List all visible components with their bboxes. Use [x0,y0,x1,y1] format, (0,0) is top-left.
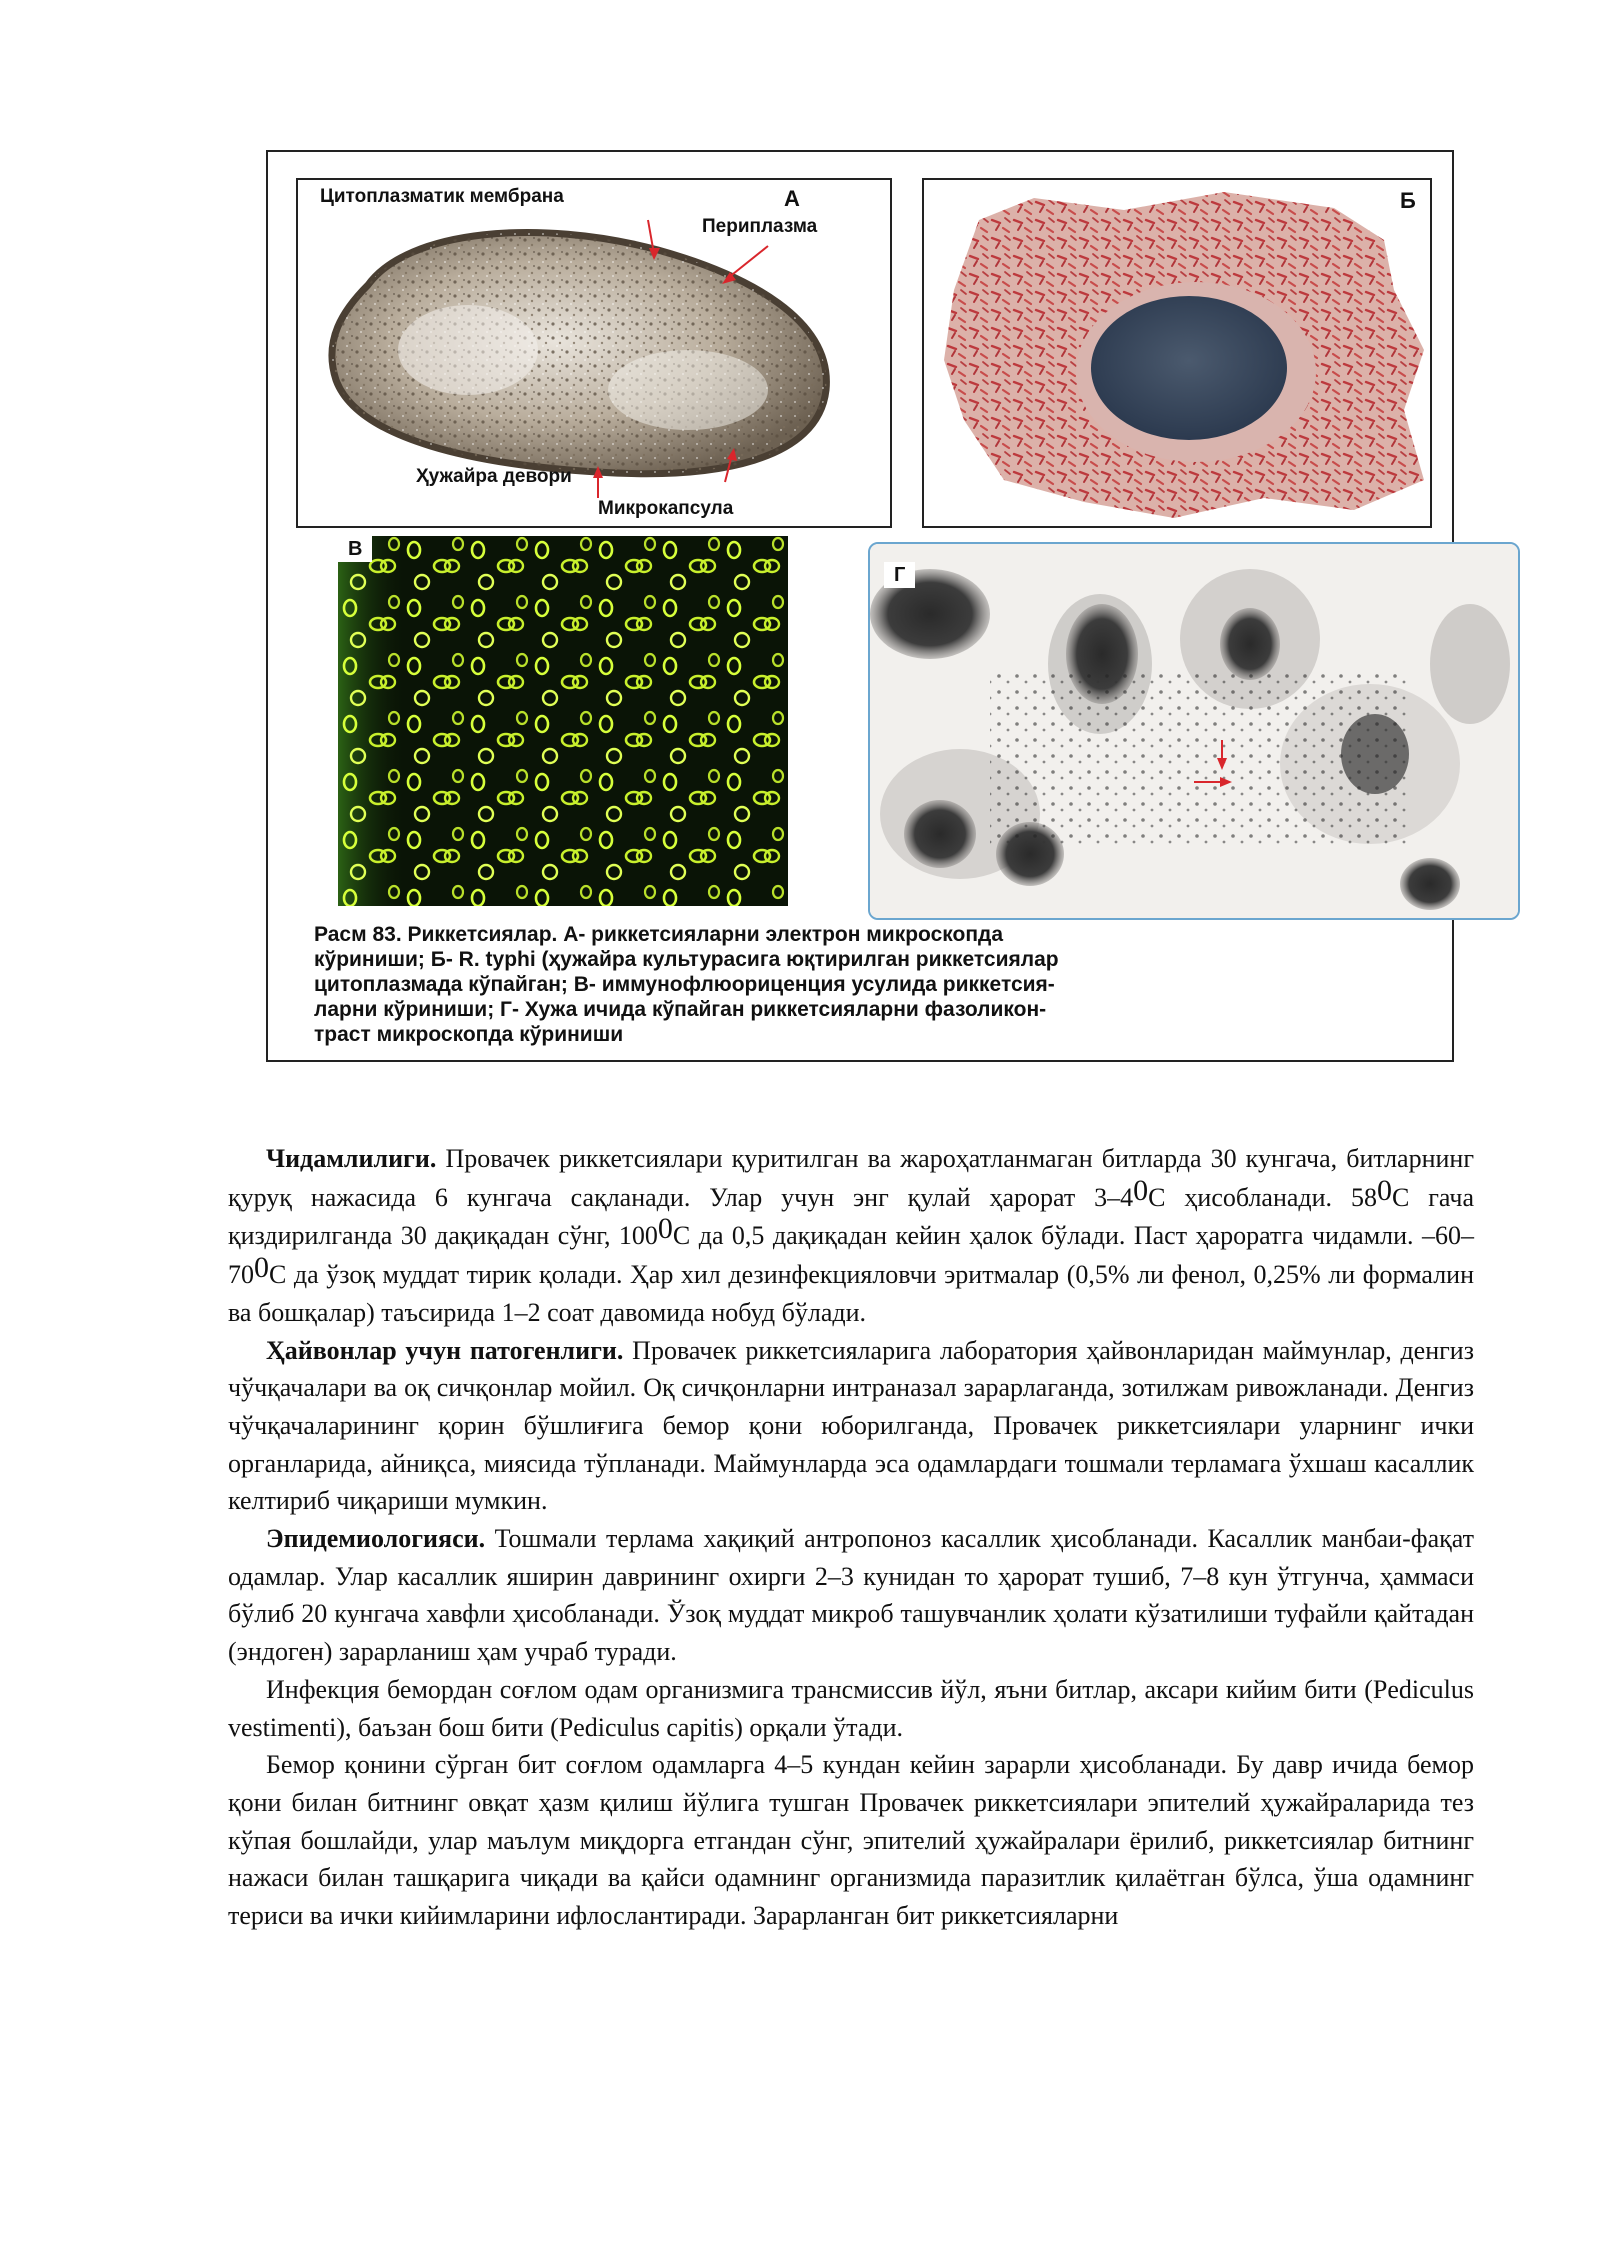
heading-resistance: Чидамлилиги. [266,1144,437,1173]
label-cell-wall: Ҳужайра девори [416,466,572,487]
text-run: Провачек риккетсияларига лаборатория ҳайвонларидан маймунлар, денгиз чўчқачалари ва оқ сичқонлар мойил. Оқ сичқонларни интраназал зарарлаганда, зотилжам ривожланади. Денгиз чўчқачаларининг қорин бўшлиғига бемор қони юборилганда, Провачек риккетсиялари уларнинг ички органларида, айниқса, миясида тўпланади. Маймунларда эса одамлардаги тошмали терламага ўхшаш касаллик келтириб чиқариши мумкин. [228,1335,1474,1516]
paragraph-resistance [228,1140,1474,1332]
panel-b-letter: Б [1400,188,1416,213]
infected-cell-illustration [924,180,1432,528]
degree-superscript: 0 [657,1212,673,1246]
paragraph-transmission: Инфекция бемордан соғлом одам организмига трансмиссив йўл, яъни битлар, аксари кийим бити (Pediculus vestimenti), баъзан бош бити (Pediculus capitis) орқали ўтади. [228,1674,1474,1742]
label-cytoplasmic-membrane: Цитоплазматик мембрана [320,186,564,207]
degree-superscript: 0 [1376,1173,1392,1207]
panel-c-letter: В [338,536,372,562]
text-run: С ҳисобланади. 58 [1148,1182,1377,1212]
paragraph-lice: Бемор қонини сўрган бит соғлом одамларга 4–5 кундан кейин зарарли ҳисобланади. Бу давр ичида бемор қони билан битнинг овқат ҳазм қилиш йўлига тушган Провачек риккетсиялари эпителий ҳужайраларида тез кўпая бошлайди, улар маълум миқдорга етгандан сўнг, эпителий ҳужайралари ёрилиб, риккетсиялар битнинг нажаси билан ташқарига чиқади ва қайси одамнинг организмида паразитлик қилаётган бўлса, ўша одамнинг териси ва ички кийимларини ифлослантиради. Зарарланган бит риккетсияларни [228,1750,1474,1931]
body-text [228,1140,1474,1935]
caption-line: траст микроскопда кўриниши [314,1023,624,1046]
phase-contrast-illustration [870,544,1520,920]
caption-line: цитоплазмада кўпайган; В- иммунофлюориценция усулида риккетсия- [314,973,1055,996]
paragraph-pathogenicity [228,1332,1474,1521]
text-run: С гача қиздирилганда 30 дақиқадан сўнг, 100 [228,1182,1474,1251]
text-run: Провачек риккетсиялари қуритилган ва жароҳатланмаган битларда 30 кунгача, битларнинг қуруқ нажасида 6 кунгача сақланади. Улар учун энг қулай ҳарорат 3–4 [228,1144,1474,1212]
figure-83 [266,150,1454,1062]
figure-caption [314,922,1424,1047]
caption-line: Расм 83. Риккетсиялар. А- риккетсияларни электрон микроскопда [314,923,1004,946]
degree-superscript: 0 [254,1251,269,1285]
panel-d-letter: Г [884,562,915,588]
panel-c-immunofluorescence [338,536,788,906]
panel-a-electron-micrograph [296,178,892,528]
panel-a-letter: А [784,186,800,211]
text-run: С да ўзоқ муддат тирик қолади. Ҳар хил дезинфекцияловчи эритмалар (0,5% ли фенол, 0,25% ли формалин ва бошқалар) таъсирида 1–2 соат давомида нобуд бўлади. [228,1260,1474,1327]
panel-b-infected-cell [922,178,1432,528]
paragraph-epidemiology [228,1520,1474,1671]
caption-line: кўриниши; Б- R. typhi (ҳужайра культурасига юқтирилган риккетсиялар [314,948,1059,971]
text-run: Тошмали терлама хақиқий антропоноз касаллик ҳисобланади. Касаллик манбаи-фақат одамлар. Улар касаллик яширин даврининг охирги 2–3 кунидан то ҳарорат тушиб, 7–8 кун ўтгунча, ҳаммаси бўлиб 20 кунгача хавфли ҳисобланади. Ўзоқ муддат микроб ташувчанлик ҳолати кўзатилиши туфайли қайтадан (эндоген) зарарланиш ҳам учраб туради. [228,1524,1474,1667]
heading-pathogenicity: Ҳайвонлар учун патогенлиги. [266,1335,624,1365]
fluorescent-rickettsia-illustration [338,536,788,906]
label-microcapsule: Микрокапсула [598,498,734,519]
caption-line: ларни кўриниши; Г- Хужа ичида кўпайган риккетсияларни фазоликон- [314,998,1047,1021]
text-run: С да 0,5 дақиқадан кейин ҳалок бўлади. Паст ҳароратга чидамли. –60–70 [228,1221,1474,1290]
degree-superscript: 0 [1133,1173,1149,1207]
heading-epidemiology: Эпидемиологияси. [266,1524,486,1554]
label-periplasm: Периплазма [702,216,818,237]
panel-d-phase-contrast [868,542,1520,920]
